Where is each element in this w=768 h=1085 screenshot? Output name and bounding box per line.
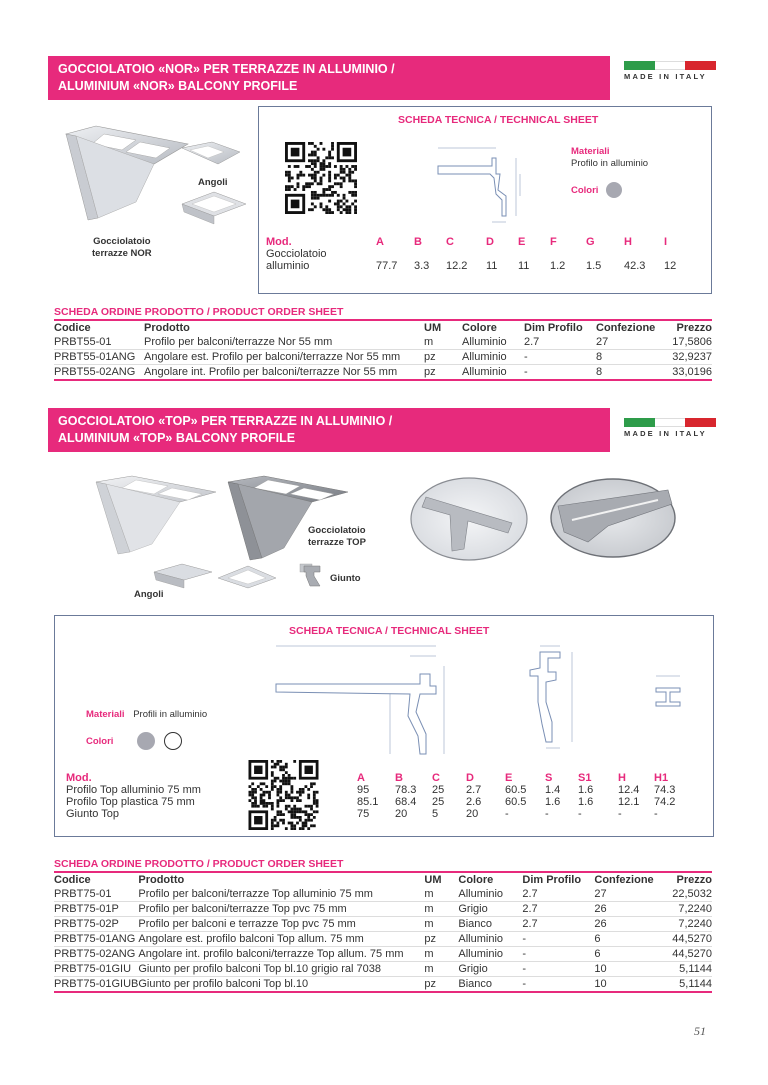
table-row [54,932,712,947]
giunto-image [300,562,326,590]
spec-value: 20 [466,808,479,820]
table-row [54,365,712,381]
spec-header: G [586,236,595,248]
table-row [54,887,712,902]
order-pack: 10 [594,962,664,977]
color-swatch-aluminium [606,182,622,198]
spec-header: A [357,772,365,784]
spec-header: C [432,772,440,784]
spec-value: 74.3 [654,784,676,796]
spec-row-name-line2: alluminio [266,260,310,272]
order-header: Prodotto [144,322,190,334]
spec-value: 2.7 [466,784,482,796]
order-header: Prodotto [138,874,185,886]
materiali-value-1: Profilo in alluminio [571,158,649,169]
spec-value: 5 [432,808,439,820]
made-in-italy-text: MADE IN ITALY [624,429,707,438]
tech-sheet-title-1: SCHEDA TECNICA / TECHNICAL SHEET [398,114,599,126]
order-price: 17,5806 [666,335,712,350]
order-code: PRBT75-02ANG [54,947,138,962]
order-um: pz [424,932,458,947]
order-dim: - [522,962,594,977]
spec-row-name: Giunto Top [66,808,120,820]
order-table-2 [54,873,712,993]
order-sheet-title-1: SCHEDA ORDINE PRODOTTO / PRODUCT ORDER SHEET [54,306,712,321]
giunto-drawing [652,672,686,718]
top-technical-drawing [270,636,470,762]
materiali-label-1: Materiali [571,146,610,157]
order-color: Bianco [458,917,522,932]
order-code: PRBT75-01P [54,902,138,917]
materials-block-1 [571,146,648,170]
order-color: Alluminio [458,887,522,902]
spec-header: I [664,236,668,248]
order-header: Prezzo [676,322,712,334]
section1-title-line2: ALUMINIUM «NOR» BALCONY PROFILE [58,79,298,93]
table-row [54,350,712,365]
spec-value: 77.7 [376,260,398,272]
order-sheet-1 [54,306,712,381]
table-row [54,902,712,917]
order-sheet-2 [54,858,712,993]
materials-block-2 [86,709,207,720]
spec-row [66,808,684,820]
order-header: UM [424,874,442,886]
top-section-drawing [520,642,584,752]
spec-table-1 [266,236,694,272]
order-code: PRBT75-01GIUB [54,978,139,990]
section1-banner [48,56,610,100]
label-product-line1: Gocciolatoio [308,525,366,536]
order-header: Confezione [594,874,654,886]
label-product-line1: Gocciolatoio [93,236,151,247]
order-um: pz [424,977,458,993]
section2-title-line2: ALUMINIUM «TOP» BALCONY PROFILE [58,431,296,445]
order-price: 5,1144 [664,962,712,977]
order-um: m [424,962,458,977]
order-table-1 [54,321,712,381]
color-swatch-white [164,732,182,750]
order-product: Angolare est. Profilo per balconi/terrazze Nor 55 mm [144,350,424,365]
order-code: PRBT75-01 [54,887,138,902]
order-pack: 6 [594,932,664,947]
spec-value: 74.2 [654,796,676,808]
spec-header: H1 [654,772,669,784]
spec-value: 3.3 [414,260,430,272]
top-profile-images [92,474,354,564]
order-header: Dim Profilo [524,322,583,334]
nor-corner-image [180,190,250,226]
section1-title-line1: GOCCIOLATOIO «NOR» PER TERRAZZE IN ALLUMINIO / [58,62,395,76]
spec-table-2 [66,772,684,820]
order-um: pz [424,365,462,381]
order-product: Profilo per balconi e terrazze Top pvc 75 mm [138,917,424,932]
spec-row [66,796,684,808]
spec-value: - [654,808,658,820]
materiali-label-2: Materiali [86,709,125,720]
order-color: Alluminio [462,335,524,350]
spec-value: 1.4 [545,784,561,796]
spec-header: S1 [578,772,592,784]
order-um: m [424,902,458,917]
materiali-value-2: Profili in alluminio [133,709,208,720]
order-um: m [424,887,458,902]
order-um: m [424,335,462,350]
spec-header: A [376,236,384,248]
spec-value: 12.2 [446,260,468,272]
label-angoli-2: Angoli [134,589,164,600]
order-dim: 2.7 [522,902,594,917]
order-code: PRBT75-02P [54,917,138,932]
spec-value: 1.5 [586,260,602,272]
spec-row-name: Profilo Top alluminio 75 mm [66,784,201,796]
order-color: Alluminio [462,350,524,365]
spec-value: 75 [357,808,370,820]
order-um: m [424,917,458,932]
order-sheet-title-2: SCHEDA ORDINE PRODOTTO / PRODUCT ORDER SHEET [54,858,712,873]
order-price: 33,0196 [666,365,712,381]
order-pack: 8 [596,365,666,381]
order-code: PRBT55-02ANG [54,365,144,381]
order-pack: 10 [594,977,664,993]
order-color: Alluminio [462,365,524,381]
order-dim: 2.7 [524,335,596,350]
order-header: Dim Profilo [522,874,582,886]
order-product: Profilo per balconi/terrazze Top pvc 75 mm [138,902,424,917]
spec-header: S [545,772,553,784]
label-angoli-1: Angoli [198,177,228,188]
spec-value: 12.4 [618,784,640,796]
label-product-line2: terrazze NOR [92,248,152,259]
order-header: UM [424,322,442,334]
spec-value: 25 [432,784,445,796]
made-in-italy-text: MADE IN ITALY [624,72,707,81]
spec-value: 25 [432,796,445,808]
spec-value: 20 [395,808,408,820]
spec-header: D [486,236,494,248]
spec-header: D [466,772,474,784]
order-um: m [424,947,458,962]
order-dim: - [524,365,596,381]
order-color: Grigio [458,902,522,917]
order-product: Giunto per profilo balconi Top bl.10 [138,977,424,993]
order-price: 5,1144 [664,977,712,993]
top-detail-photo-2 [548,476,678,560]
order-product: Angolare est. profilo balconi Top allum. 75 mm [138,932,424,947]
order-pack: 26 [594,917,664,932]
qr-code-icon [284,142,358,214]
section2-banner [48,408,610,452]
order-dim: - [522,977,594,993]
spec-header-mod: Mod. [66,772,92,784]
spec-value: 78.3 [395,784,417,796]
order-header: Codice [54,322,91,334]
order-pack: 27 [596,335,666,350]
spec-value: 12 [664,260,677,272]
table-row [54,335,712,350]
spec-value: 95 [357,784,370,796]
order-product: Profilo per balconi/terrazze Nor 55 mm [144,335,424,350]
page-number: 51 [694,1024,706,1038]
order-product: Profilo per balconi/terrazze Top alluminio 75 mm [138,887,424,902]
order-code: PRBT75-01ANG [54,932,138,947]
colori-label-2: Colori [86,736,114,747]
order-price: 22,5032 [664,887,712,902]
spec-header: C [446,236,454,248]
order-color: Alluminio [458,932,522,947]
spec-value: 1.6 [578,784,594,796]
order-price: 7,2240 [664,917,712,932]
top-detail-photo-1 [408,475,530,563]
label-gocciolatoio-top [308,525,366,549]
order-color: Grigio [458,962,522,977]
order-dim: - [522,932,594,947]
spec-value: 2.6 [466,796,482,808]
spec-row-name-line1: Gocciolatoio [266,248,327,260]
order-header: Prezzo [676,874,712,886]
tech-sheet-title-2: SCHEDA TECNICA / TECHNICAL SHEET [289,625,490,637]
spec-value: 42.3 [624,260,646,272]
order-code: PRBT55-01ANG [54,350,144,365]
spec-value: - [505,808,509,820]
spec-value: 12.1 [618,796,640,808]
order-dim: - [524,350,596,365]
spec-header: E [518,236,526,248]
spec-value: - [618,808,622,820]
order-dim: 2.7 [522,887,594,902]
order-color: Bianco [458,977,522,993]
order-pack: 27 [594,887,664,902]
spec-header-mod: Mod. [266,236,292,248]
order-pack: 8 [596,350,666,365]
order-header: Colore [458,874,494,886]
section2-title-line1: GOCCIOLATOIO «TOP» PER TERRAZZE IN ALLUMINIO / [58,414,393,428]
order-product: Angolare int. profilo balconi/terrazze Top allum. 75 mm [138,947,424,962]
made-in-italy-flag-1 [624,61,716,81]
order-price: 44,5270 [664,932,712,947]
order-dim: - [522,947,594,962]
table-row [54,977,712,993]
spec-value: 1.6 [545,796,561,808]
order-code: PRBT55-01 [54,335,144,350]
order-price: 32,9237 [666,350,712,365]
spec-header: F [550,236,557,248]
spec-value: 1.6 [578,796,594,808]
colori-label-1: Colori [571,185,599,196]
spec-value: 1.2 [550,260,566,272]
top-corners-image [152,562,322,592]
table-row [54,917,712,932]
spec-value: 85.1 [357,796,379,808]
spec-header: H [618,772,626,784]
order-product: Angolare int. Profilo per balconi/terrazze Nor 55 mm [144,365,424,381]
order-pack: 26 [594,902,664,917]
color-swatch-grey [137,732,155,750]
order-price: 44,5270 [664,947,712,962]
label-product-line2: terrazze TOP [308,537,366,548]
spec-value: 68.4 [395,796,417,808]
order-product: Giunto per profilo balconi Top bl.10 grigio ral 7038 [138,962,424,977]
spec-row [66,784,684,796]
spec-header: B [414,236,422,248]
table-row [54,962,712,977]
label-giunto: Giunto [330,573,361,584]
spec-value: 60.5 [505,796,527,808]
order-um: pz [424,350,462,365]
table-row [54,947,712,962]
order-header: Codice [54,874,91,886]
spec-header: B [395,772,403,784]
order-code: PRBT75-01GIU [54,962,138,977]
order-dim: 2.7 [522,917,594,932]
spec-value: 11 [486,260,498,272]
spec-value: 60.5 [505,784,527,796]
spec-header: H [624,236,632,248]
spec-row-name: Profilo Top plastica 75 mm [66,796,195,808]
order-price: 7,2240 [664,902,712,917]
nor-technical-drawing [430,134,540,224]
order-header: Colore [462,322,497,334]
made-in-italy-flag-2 [624,418,716,438]
spec-header: E [505,772,513,784]
spec-value: - [545,808,549,820]
label-gocciolatoio-nor [92,236,152,260]
order-pack: 6 [594,947,664,962]
spec-value: 11 [518,260,530,272]
order-color: Alluminio [458,947,522,962]
spec-value: - [578,808,582,820]
order-header: Confezione [596,322,656,334]
